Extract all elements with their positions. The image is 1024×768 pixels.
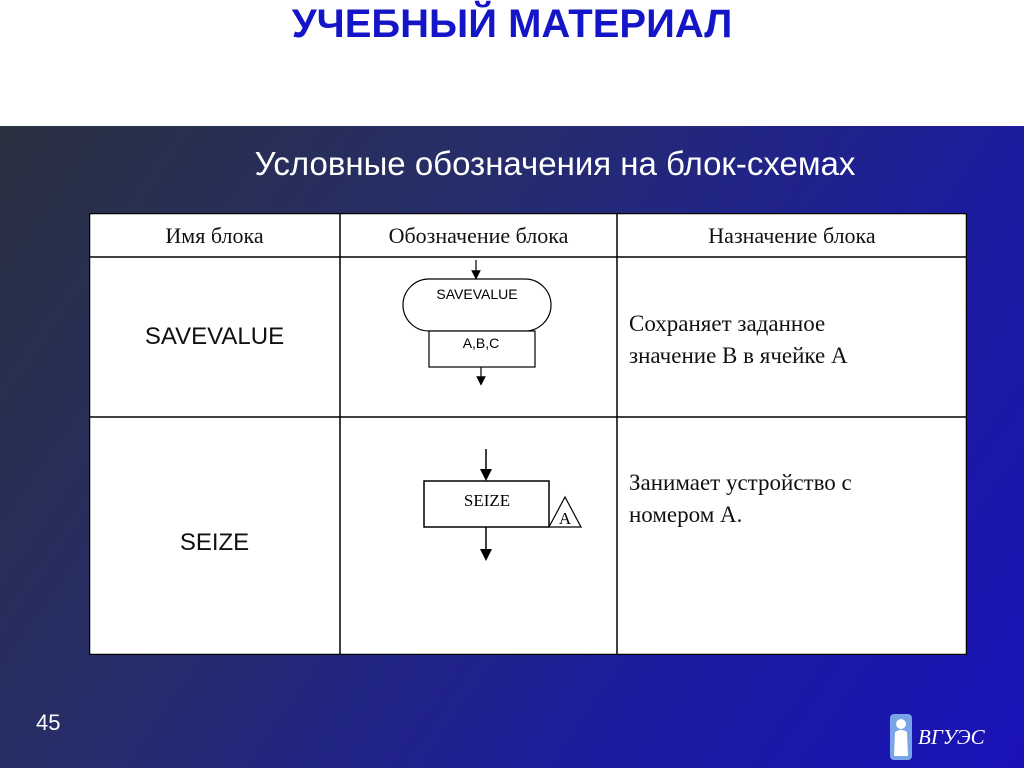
page-title: УЧЕБНЫЙ МАТЕРИАЛ: [291, 2, 733, 46]
row-savevalue-name: SAVEVALUE: [144, 323, 285, 350]
slide-subtitle: Условные обозначения на блок-схемах: [254, 145, 856, 182]
row-savevalue-desc-line2: значение В в ячейке А: [629, 343, 848, 368]
column-header-name: Имя блока: [165, 223, 264, 248]
row-seize-name: SEIZE: [179, 529, 250, 556]
column-header-symbol: Обозначение блока: [388, 223, 569, 248]
savevalue-operands: A,B,C: [462, 335, 500, 351]
table-grid: [89, 213, 967, 655]
logo-text: ВГУЭС: [918, 725, 985, 749]
top-area: [0, 0, 1024, 126]
row-seize-description: [629, 467, 959, 531]
legend-table: [89, 213, 967, 655]
seize-operand: A: [558, 509, 572, 528]
seize-symbol-label: SEIZE: [463, 491, 511, 510]
row-savevalue-desc-line1: Сохраняет заданное: [629, 311, 826, 336]
page-number: 45: [36, 710, 61, 735]
column-header-purpose: Назначение блока: [708, 223, 876, 248]
row-savevalue-description: [629, 308, 959, 372]
savevalue-symbol-label: SAVEVALUE: [436, 286, 518, 302]
row-seize-desc-line2: номером А.: [629, 502, 743, 527]
row-seize-desc-line1: Занимает устройство с: [629, 470, 852, 495]
savevalue-symbol: [403, 260, 551, 381]
seize-symbol: [424, 449, 581, 555]
